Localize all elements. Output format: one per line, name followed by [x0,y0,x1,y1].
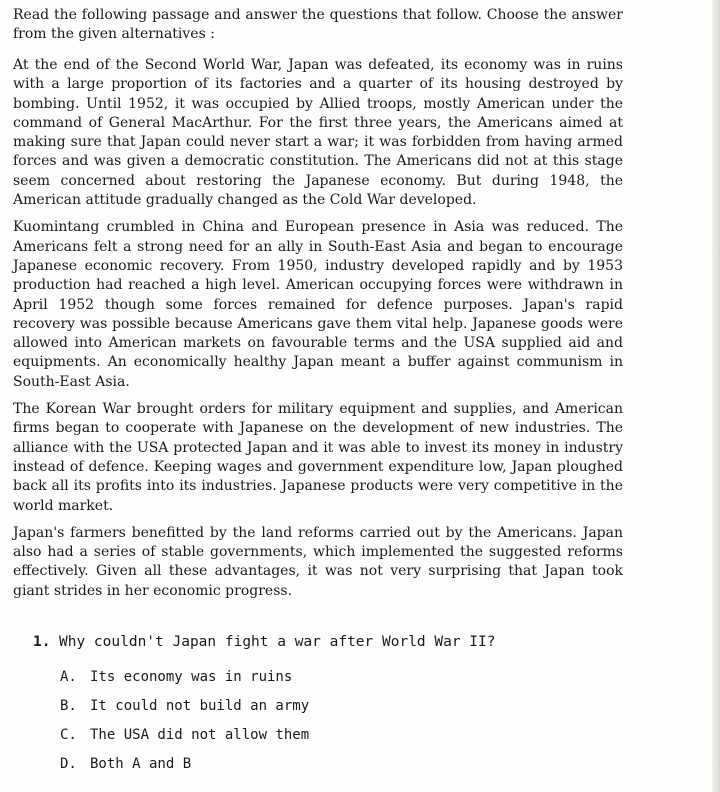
option-text: Both A and B [90,756,192,772]
question-1 [33,632,633,783]
page-edge-shadow [712,0,720,792]
passage-paragraph-3: The Korean War brought orders for military equipment and supplies, and American firms began to cooperate with Japanese on the development of new industries. The alliance with the USA protected Japan and it was able to invest its money in industry instead of defence. Keeping wages and government expenditure low, Japan ploughed back all its profits into its industries. Japanese products were very competitive in the world market. [13,401,623,514]
answer-option-b[interactable] [60,696,633,725]
instructions: Read the following passage and answer the questions that follow. Choose the answer from the given alternatives : [13,7,623,42]
question-header [33,632,633,652]
answer-option-a[interactable] [60,667,633,696]
option-letter: B. [60,698,77,714]
answer-option-c[interactable] [60,725,633,754]
option-text: Its economy was in ruins [90,669,293,685]
option-letter: A. [60,669,77,685]
reading-passage [13,6,623,609]
option-letter: C. [60,727,77,743]
passage-paragraph-4: Japan's farmers benefitted by the land reforms carried out by the Americans. Japan also had a series of stable governments, which implemented the suggested reforms effectively. Given all these advantages, it was not very surprising that Japan took giant strides in her economic progress. [13,524,623,599]
question-number: 1. [33,634,51,650]
question-text: Why couldn't Japan fight a war after World War II? [59,634,496,650]
option-text: The USA did not allow them [90,727,310,743]
option-letter: D. [60,756,77,772]
answer-option-d[interactable] [60,754,633,783]
option-text: It could not build an army [90,698,310,714]
passage-paragraph-1: At the end of the Second World War, Japan was defeated, its economy was in ruins with a large proportion of its factories and a quarter of its housing destroyed by bombing. Until 1952, it was occupied by Allied troops, mostly American under the command of General MacArthur. For the first three years, the Americans aimed at making sure that Japan could never start a war; it was forbidden from having armed forces and was given a democratic constitution. The Americans did not at this stage seem concerned about restoring the Japanese economy. But during 1948, the American attitude gradually changed as the Cold War developed. [13,57,623,209]
passage-paragraph-2: Kuomintang crumbled in China and European presence in Asia was reduced. The Americans felt a strong need for an ally in South-East Asia and began to encourage Japanese economic recovery. From 1950, industry developed rapidly and by 1953 production had reached a high level. American occupying forces were withdrawn in April 1952 though some forces remained for defence purposes. Japan's rapid recovery was possible because Americans gave them vital help. Japanese goods were allowed into American markets on favourable terms and the USA supplied aid and equipments. An economically healthy Japan meant a buffer against communism in South-East Asia. [13,219,623,390]
